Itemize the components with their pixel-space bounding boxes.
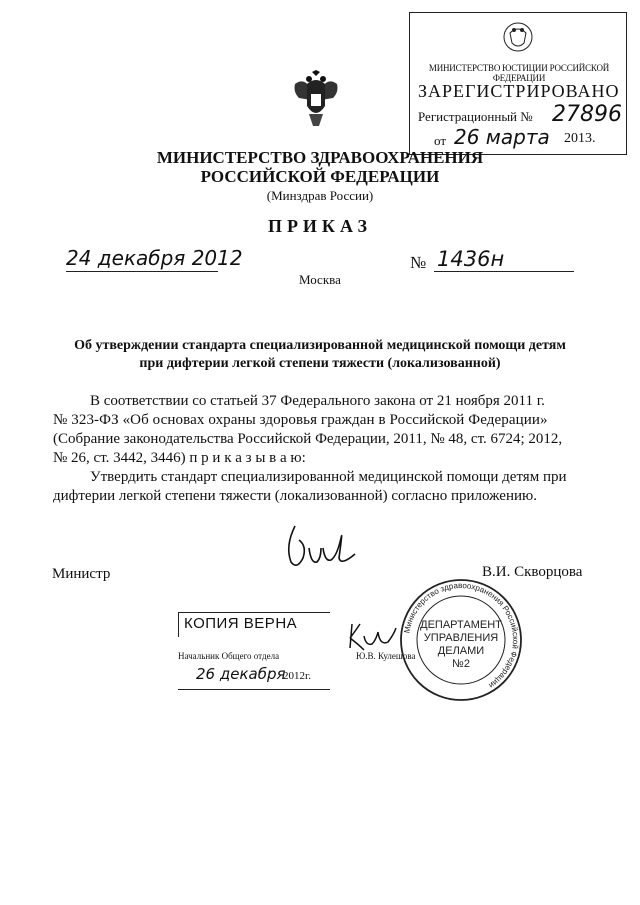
date-underline [66, 271, 218, 272]
round-seal-icon [399, 578, 523, 702]
document-type: ПРИКАЗ [267, 216, 373, 236]
copy-stamp-position: Начальник Общего отдела [178, 651, 280, 661]
registration-number: 27896 [552, 102, 622, 127]
body-line: № 26, ст. 3442, 3446) п р и к а з ы в а ю: [53, 450, 306, 466]
round-stamp-center-line: ДЕПАРТАМЕНТ [420, 619, 502, 631]
coat-of-arms-icon [500, 19, 536, 55]
copy-stamp-year: 2012г. [283, 670, 312, 682]
body-line: дифтерии легкой степени тяжести (локализованной) согласно приложению. [53, 488, 537, 504]
order-title-line2: при дифтерии легкой степени тяжести (локализованной) [139, 356, 501, 371]
number-sign: № [410, 253, 427, 272]
order-date: 24 декабря 2012 [66, 246, 243, 270]
registration-title: ЗАРЕГИСТРИРОВАНО [418, 81, 620, 101]
round-stamp-center-line: ДЕЛАМИ [437, 645, 485, 657]
signature-mark [344, 614, 400, 656]
registration-date-prefix: от [434, 133, 447, 148]
registration-stamp [409, 12, 627, 155]
signature-mark [281, 518, 361, 574]
order-title-line1: Об утверждении стандарта специализированной медицинской помощи детям [74, 338, 566, 353]
round-stamp-center-line: УПРАВЛЕНИЯ [423, 632, 499, 644]
order-city: Москва [299, 272, 341, 287]
round-stamp-ring: Министерство здравоохранения Российской Федерации [402, 580, 521, 691]
ministry-short: (Минздрав России) [266, 188, 374, 203]
registration-ministry: МИНИСТЕРСТВО ЮСТИЦИИ РОССИЙСКОЙ ФЕДЕРАЦИИ [428, 63, 610, 83]
copy-stamp-name: Ю.В. Кулешова [356, 651, 416, 661]
body-line: № 323-ФЗ «Об основах охраны здоровья граждан в Российской Федерации» [53, 412, 548, 428]
registration-number-label: Регистрационный № [418, 109, 533, 124]
signer-position: Министр [52, 566, 111, 582]
signer-name: В.И. Скворцова [482, 564, 583, 580]
ministry-line1: МИНИСТЕРСТВО ЗДРАВООХРАНЕНИЯ [156, 148, 484, 167]
body-line: Утвердить стандарт специализированной медицинской помощи детям при [90, 469, 567, 485]
order-number: 1436н [437, 247, 505, 271]
copy-stamp-underline [178, 689, 330, 690]
copy-stamp-title: КОПИЯ ВЕРНА [184, 615, 298, 632]
body-line: В соответствии со статьей 37 Федерального закона от 21 ноября 2011 г. [90, 393, 545, 409]
registration-date: 26 марта [454, 125, 550, 149]
registration-year: 2013. [564, 131, 596, 146]
body-line: (Собрание законодательства Российской Федерации, 2011, № 48, ст. 6724; 2012, [53, 431, 563, 447]
copy-stamp-date: 26 декабря [196, 665, 286, 683]
coat-of-arms-icon [289, 70, 343, 128]
ministry-line2: РОССИЙСКОЙ ФЕДЕРАЦИИ [200, 167, 440, 186]
number-underline [434, 271, 574, 272]
round-stamp-center-line: №2 [452, 658, 470, 670]
